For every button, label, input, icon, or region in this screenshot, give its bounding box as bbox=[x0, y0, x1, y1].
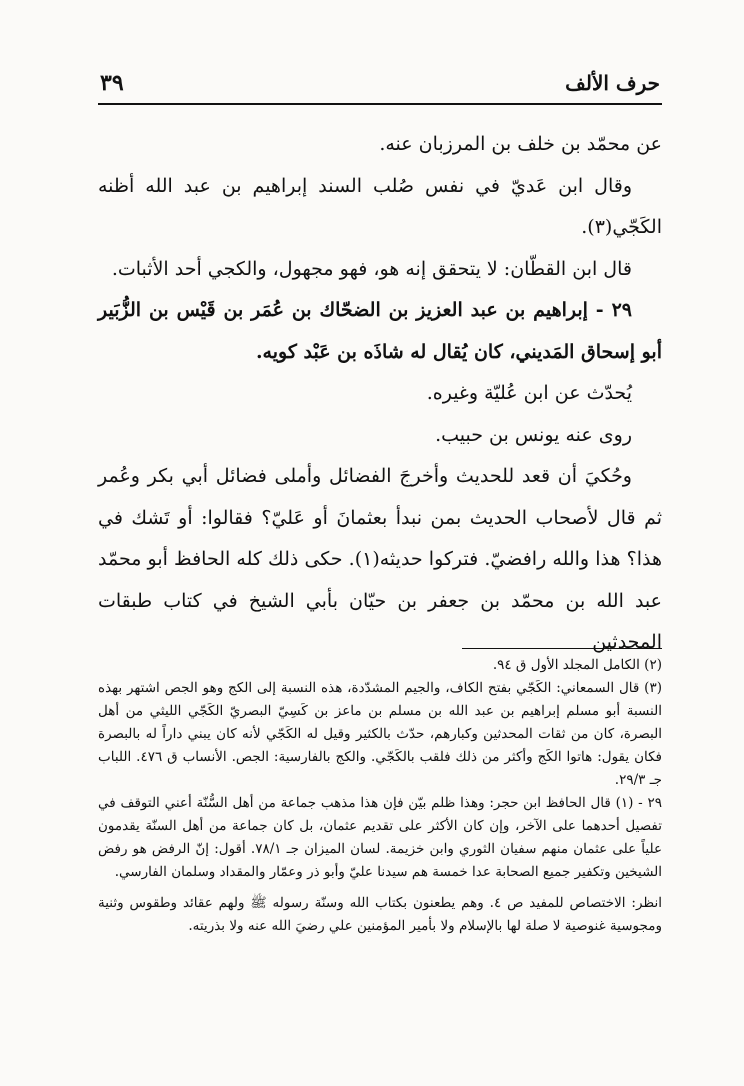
footnote: (٢) الكامل المجلد الأول ق ٩٤. bbox=[492, 657, 662, 673]
footnote-rule bbox=[462, 648, 662, 649]
page-header bbox=[100, 66, 660, 100]
biography-entry-heading: ٢٩ - إبراهيم بن عبد العزيز بن الضحّاك بن عُمَر بن قَيْس بن الزُّبَير أبو إسحاق المَديني، كان يُقال له شاذَه بن عَبْد كويه. bbox=[98, 299, 662, 363]
page-number: ٣٩ bbox=[100, 70, 124, 96]
footnote: (٣) قال السمعاني: الكَجّي بفتح الكاف، والجيم المشدّدة، هذه النسبة إلى الكج وهو الجص اشتهر بهذه النسبة أبو مسلم إبراهيم بن عبد الله بن مسلم بن ماعز بن كَسِيّ البصريّ الكَجّي الليثي من أهل البصرة، كان من ثقات المحدثين وكبارهم، حدّث بالكثير وقيل له الكَجّي لأنه كان يبني داراً له بالبصرة فكان يقول: هاتوا الكَج وأكثر من ذلك فلقب بالكَجّي. والكج بالفارسية: الجص. الأنساب ق ٤٧٦. اللباب جـ ٢٩/٣. bbox=[98, 680, 663, 788]
paragraph: قال ابن القطّان: لا يتحقق إنه هو، فهو مجهول، والكجي أحد الأثبات. bbox=[111, 257, 632, 280]
paragraph: وحُكيَ أن قعد للحديث وأخرجَ الفضائل وأملى فضائل أبي بكر وعُمر ثم قال لأصحاب الحديث بمن نبدأ بعثمانَ أو عَليّ؟ فقالوا: أو تَشك في هذا؟ هذا والله رافضيّ. فتركوا حديثه(١). حكى ذلك كله الحافظ أبو محمّد عبد الله بن محمّد بن جعفر بن حيّان بأبي الشيخ في كتاب طبقات المحدثين bbox=[98, 465, 662, 653]
paragraph: يُحدّث عن ابن عُليّة وغيره. bbox=[426, 382, 632, 404]
paragraph: روى عنه يونس بن حبيب. bbox=[435, 423, 632, 446]
paragraph: وقال ابن عَديّ في نفس صُلب السند إبراهيم بن عبد الله أظنه الكَجّي(٣). bbox=[98, 174, 662, 238]
header-rule bbox=[98, 103, 662, 105]
footnote: انظر: الاختصاص للمفيد ص ٤. وهم يطعنون بكتاب الله وسنّة رسوله ﷺ ولهم عقائد وطقوس وثنية ومجوسية غنوصية لا صلة لها بالإسلام ولا بأمير المؤمنين علي رضيَ الله عنه ولا بذريته. bbox=[98, 895, 662, 934]
chapter-title: حرف الألف bbox=[565, 71, 660, 95]
footnotes bbox=[98, 654, 662, 938]
footnote: ٢٩ - (١) قال الحافظ ابن حجر: وهذا ظلم بيّن فإن هذا مذهب جماعة من أهل السُّنّة أعني التوقف في تفصيل أحدهما على الآخر، وإن كان الأكثر على تقديم عثمان، بل كان جماعة من أهل السنّة يقدمون علياً على عثمان منهم سفيان الثوري وابن خزيمة. لسان الميزان جـ ٧٨/١. أقول: إنّ الرفض هو رفض الشيخين وتكفير جميع الصحابة عدا خمسة هم سيدنا عليّ وأبو ذر وعمّار والمقداد وسلمان الفارسي. bbox=[98, 795, 662, 880]
paragraph: عن محمّد بن خلف بن المرزبان عنه. bbox=[379, 133, 662, 155]
main-text bbox=[98, 124, 662, 664]
